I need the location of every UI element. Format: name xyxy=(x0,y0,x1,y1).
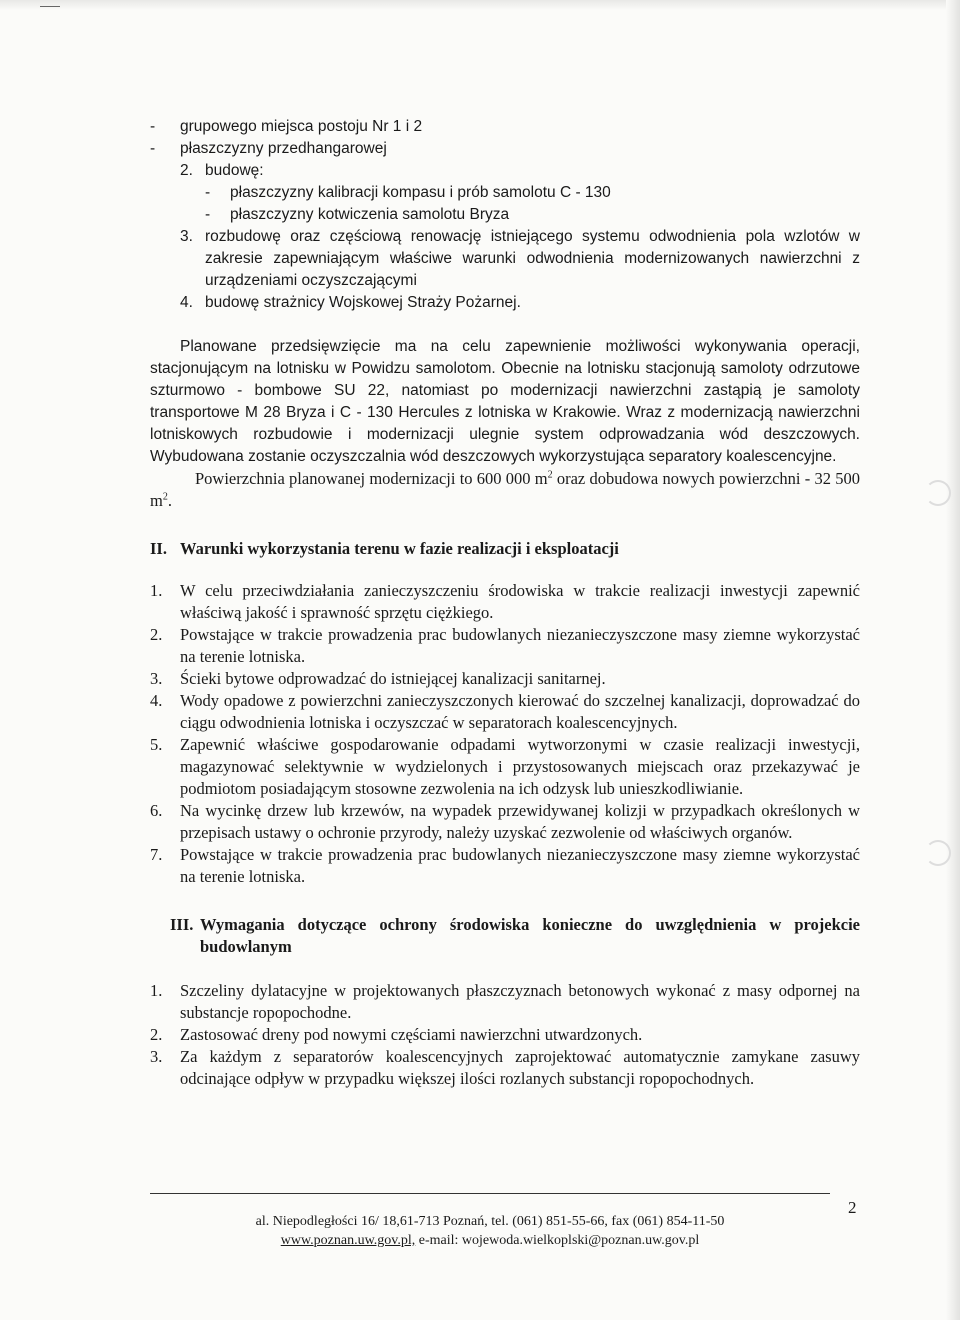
list-item-text: W celu przeciwdziałania zanieczyszczeniu środowiska w trakcie realizacji inwestycji zapewnić właściwą jakość i sprawność sprzętu ciężkiego. xyxy=(180,581,860,622)
section-heading xyxy=(150,914,860,958)
list-number: 1. xyxy=(150,981,163,1000)
dash-bullet: - xyxy=(205,184,211,201)
list-item-text: budowę: xyxy=(205,162,264,179)
scan-top-edge xyxy=(0,0,960,10)
list-item xyxy=(150,668,860,690)
list-number: 6. xyxy=(150,801,163,820)
list-number: 3. xyxy=(150,1047,163,1066)
list-item-text: Za każdym z separatorów koalescencyjnych zaprojektować automatycznie zamykane zasuwy odcinające odpływ w przypadku większej ilości rozlanych substancji ropopochodnych. xyxy=(180,1047,860,1088)
list-item xyxy=(150,1024,860,1046)
list-item-text: rozbudowę oraz częściową renowację istniejącego systemu odwodnienia pola wzlotów w zakresie zapewniającym właściwe warunki odwodnienia modernizowanych nawierzchni z urządzeniami oczyszczającymi xyxy=(205,228,860,289)
list-item-text: płaszczyzny kotwiczenia samolotu Bryza xyxy=(230,206,510,223)
section-number: III. xyxy=(170,915,194,934)
list-number: 4. xyxy=(180,294,193,311)
footer-contact xyxy=(150,1231,830,1250)
scan-mark xyxy=(40,6,60,7)
list-item xyxy=(150,800,860,844)
list-item xyxy=(150,160,860,182)
list-item xyxy=(150,138,860,160)
list-item-text: Ścieki bytowe odprowadzać do istniejącej kanalizacji sanitarnej. xyxy=(180,669,606,688)
page-number: 2 xyxy=(848,1198,857,1217)
list-item xyxy=(150,624,860,668)
list-item xyxy=(150,980,860,1024)
list-item xyxy=(150,1046,860,1090)
document-body xyxy=(150,116,860,1090)
numbered-list xyxy=(150,580,860,888)
dash-bullet: - xyxy=(205,206,211,223)
section-number: II. xyxy=(150,539,167,558)
paragraph: Planowane przedsięwzięcie ma na celu zapewnienie możliwości wykonywania operacji, stacjonującym na lotnisku w Powidzu samolotom. Obecnie na lotnisku stacjonują samoloty odrzutowe szturmowo - bombowe SU 22, natomiast po modernizacji nawierzchni zastąpią je samoloty transportowe M 28 Bryza i C - 130 Hercules z lotniska w Krakowie. Wraz z modernizacją nawierzchni lotniskowych rozbudowie i modernizacji ulegnie system odprowadzania wód deszczowych. Wybudowana zostanie oczyszczalnia wód deszczowych wykorzystująca separatory koalescencyjne. xyxy=(150,338,860,465)
list-item xyxy=(150,116,860,138)
footer xyxy=(150,1212,830,1250)
list-item xyxy=(150,292,860,314)
list-item xyxy=(150,580,860,624)
list-number: 1. xyxy=(150,581,163,600)
paragraph: Powierzchnia planowanej modernizacji to 600 000 $m^2$ oraz dobudowa nowych powierzchni - 32 500 $m^2$. xyxy=(150,469,860,510)
list-number: 3. xyxy=(150,669,163,688)
list-number: 5. xyxy=(150,735,163,754)
binder-hole-mark xyxy=(925,480,951,506)
list-number: 7. xyxy=(150,845,163,864)
list-number: 4. xyxy=(150,691,163,710)
list-item xyxy=(150,182,860,204)
list-item xyxy=(150,226,860,292)
list-item-text: budowę strażnicy Wojskowej Straży Pożarnej. xyxy=(205,294,521,311)
list-item-text: Zapewnić właściwe gospodarowanie odpadami wytworzonymi w czasie realizacji inwestycji, magazynować selektywnie w wydzielonych i przystosowanych miejscach oraz przekazywać je podmiotom posiadającym stosowne zezwolenia na ich odzysk lub unieszkodliwianie. xyxy=(180,735,860,798)
list-item-text: Szczeliny dylatacyjne w projektowanych płaszczyznach betonowych wykonać z masy odpornej na substancje ropopochodne. xyxy=(180,981,860,1022)
list-number: 2. xyxy=(150,1025,163,1044)
binder-hole-mark xyxy=(925,840,951,866)
scan-right-edge xyxy=(946,0,960,1320)
email-label: e-mail: xyxy=(415,1233,462,1248)
section-heading xyxy=(150,538,860,560)
list-item-text: Powstające w trakcie prowadzenia prac budowlanych niezanieczyszczone masy ziemne wykorzystać na terenie lotniska. xyxy=(180,625,860,666)
list-item-text: płaszczyzny przedhangarowej xyxy=(180,140,387,157)
list-item xyxy=(150,734,860,800)
list-item xyxy=(150,690,860,734)
website-link[interactable]: www.poznan.uw.gov.pl, xyxy=(280,1233,416,1248)
list-item-text: Na wycinkę drzew lub krzewów, na wypadek przewidywanej kolizji w przypadkach określonych w przepisach ustawy o ochronie przyrody, należy uzyskać zezwolenie od właściwych organów. xyxy=(180,801,860,842)
list-item-text: płaszczyzny kalibracji kompasu i prób samolotu C - 130 xyxy=(230,184,611,201)
list-number: 2. xyxy=(150,625,163,644)
list-number: 2. xyxy=(180,162,193,179)
list-item-text: Wody opadowe z powierzchni zanieczyszczonych kierować do szczelnej kanalizacji, doprowadzać do ciągu odwodnienia lotniska i oczyszczać w separatorach koalescencyjnych. xyxy=(180,691,860,732)
numbered-list xyxy=(150,980,860,1090)
dash-bullet: - xyxy=(150,140,156,157)
section-title: Wymagania dotyczące ochrony środowiska konieczne do uwzględnienia w projekcie budowlanym xyxy=(200,915,860,956)
list-item xyxy=(150,844,860,888)
list-item-text: Powstające w trakcie prowadzenia prac budowlanych niezanieczyszczone masy ziemne wykorzystać na terenie lotniska. xyxy=(180,845,860,886)
email-link[interactable]: wojewoda.wielkoplski@poznan.uw.gov.pl xyxy=(461,1233,700,1248)
section-title: Warunki wykorzystania terenu w fazie realizacji i eksploatacji xyxy=(180,539,619,558)
dash-bullet: - xyxy=(150,118,156,135)
footer-address: al. Niepodległości 16/ 18,61-713 Poznań, tel. (061) 851-55-66, fax (061) 854-11-50 xyxy=(255,1214,725,1229)
list-item-text: grupowego miejsca postoju Nr 1 i 2 xyxy=(180,118,423,135)
footer-divider xyxy=(150,1193,830,1194)
list-item-text: Zastosować dreny pod nowymi częściami nawierzchni utwardzonych. xyxy=(180,1025,643,1044)
list-number: 3. xyxy=(180,228,193,245)
list-item xyxy=(150,204,860,226)
